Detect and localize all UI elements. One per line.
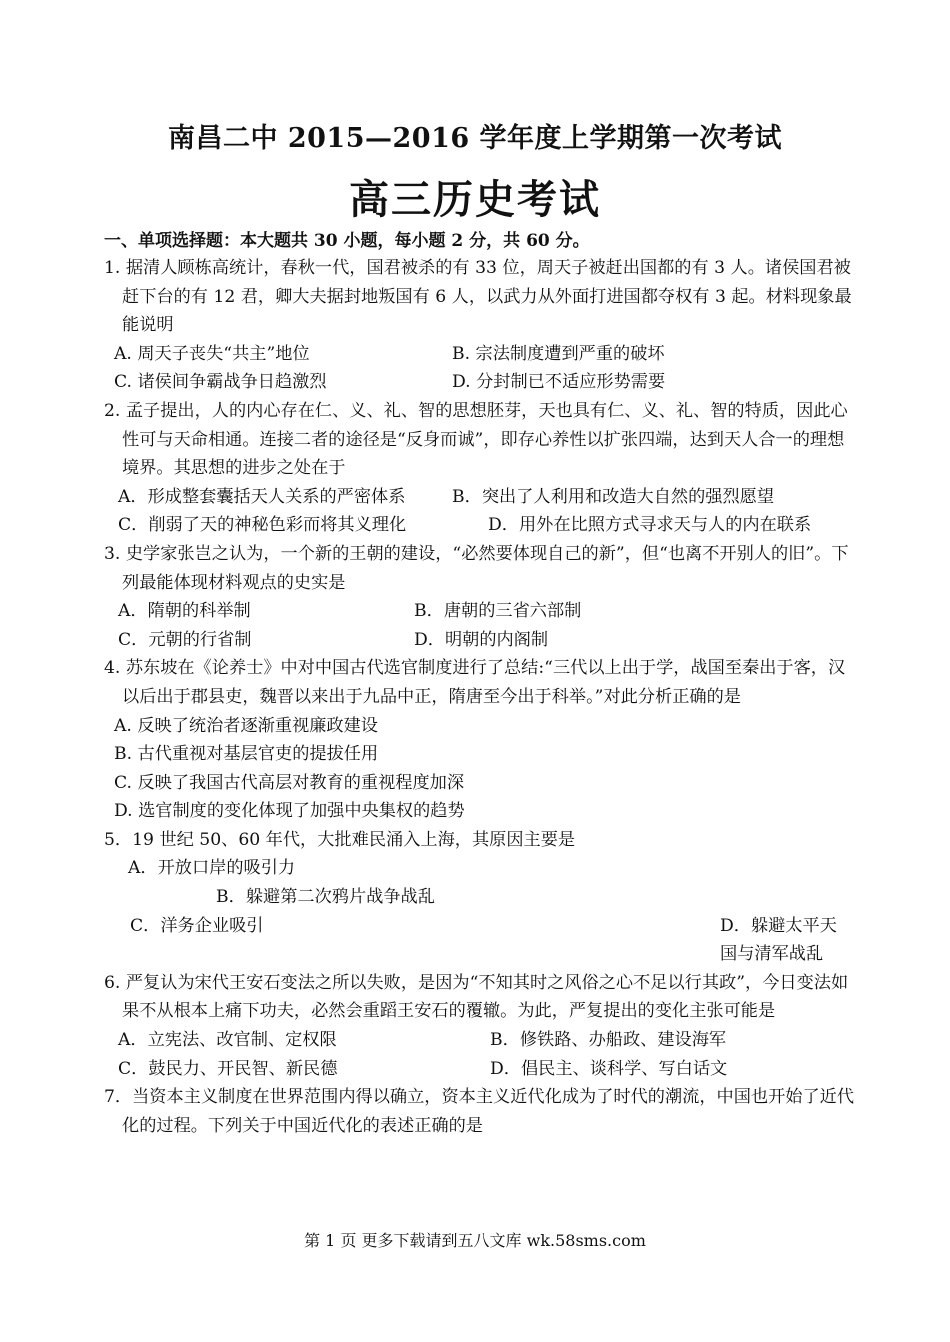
option-b: B．突出了人利用和改造大自然的强烈愿望 <box>452 486 775 507</box>
option-d: D．倡民主、谈科学、写白话文 <box>490 1058 728 1079</box>
option-d: D．明朝的内阁制 <box>414 629 549 650</box>
option-b: B. 宗法制度遭到严重的破坏 <box>452 343 665 364</box>
option-a: A．立宪法、改官制、定权限 <box>118 1030 337 1051</box>
option-c: C．元朝的行省制 <box>118 629 252 650</box>
option-a: A. 周天子丧失“共主”地位 <box>114 343 310 364</box>
option-d: D．躲避太平天国与清军战乱 <box>720 915 837 965</box>
option-d: D．用外在比照方式寻求天与人的内在联系 <box>488 515 812 536</box>
option-c: C. 诸侯间争霸战争日趋激烈 <box>114 372 327 393</box>
question-7 <box>104 1083 854 1140</box>
exam-title: 南昌二中 2015—2016 学年度上学期第一次考试 <box>167 123 783 154</box>
question-stem: 5．19 世纪 50、60 年代，大批难民涌入上海，其原因主要是 <box>104 829 576 850</box>
question-stem: 1. 据清人顾栋高统计，春秋一代，国君被杀的有 33 位，周天子被赶出国都的有 3 人。诸侯国君被赶下台的有 12 君，卿大夫据封地叛国有 6 人，以武力从外面打进国都夺权有 3 起。材料现象最能说明 <box>104 258 852 336</box>
page-footer: 第 1 页 更多下载请到五八文库 wk.58sms.com <box>304 1231 646 1250</box>
option-b: B．修铁路、办船政、建设海军 <box>490 1030 727 1051</box>
option-a: A．隋朝的科举制 <box>118 601 251 622</box>
option-a: A．形成整套囊括天人关系的严密体系 <box>118 486 406 507</box>
option-c: C．洋务企业吸引 <box>130 915 264 936</box>
option-a: A. 反映了统治者逐渐重视廉政建设 <box>114 715 378 736</box>
option-c: C．削弱了天的神秘色彩而将其义理化 <box>118 515 407 536</box>
option-b: B．躲避第二次鸦片战争战乱 <box>216 887 435 908</box>
question-stem: 3. 史学家张岂之认为，一个新的王朝的建设，“必然要体现自己的新”，但“也离不开别人的旧”。下列最能体现材料观点的史实是 <box>104 543 849 593</box>
section-heading: 一、单项选择题：本大题共 30 小题，每小题 2 分，共 60 分。 <box>104 231 590 251</box>
question-1 <box>104 254 854 397</box>
option-a: A．开放口岸的吸引力 <box>128 858 296 879</box>
option-d: D. 选官制度的变化体现了加强中央集权的趋势 <box>114 801 465 822</box>
question-6 <box>104 969 854 1083</box>
question-5 <box>104 826 854 969</box>
option-b: B. 古代重视对基层官吏的提拔任用 <box>114 744 379 765</box>
question-4 <box>104 654 854 826</box>
exam-subtitle: 高三历史考试 <box>349 176 601 223</box>
option-c: C. 反映了我国古代高层对教育的重视程度加深 <box>114 772 465 793</box>
option-c: C．鼓民力、开民智、新民德 <box>118 1058 338 1079</box>
question-stem: 2. 孟子提出，人的内心存在仁、义、礼、智的思想胚芽，天也具有仁、义、礼、智的特质，因此心性可与天命相通。连接二者的途径是“反身而诚”，即存心养性以扩张四端，达到天人合一的理想境界。其思想的进步之处在于 <box>104 400 848 479</box>
option-d: D. 分封制已不适应形势需要 <box>452 372 666 393</box>
question-stem: 4. 苏东坡在《论养士》中对中国古代选官制度进行了总结:“三代以上出于学，战国至秦出于客，汉以后出于郡县吏，魏晋以来出于九品中正，隋唐至今出于科举。”对此分析正确的是 <box>104 658 846 707</box>
option-b: B．唐朝的三省六部制 <box>414 601 582 622</box>
question-stem: 6. 严复认为宋代王安石变法之所以失败，是因为“不知其时之风俗之心不足以行其政”，今日变法如果不从根本上痛下功夫，必然会重蹈王安石的覆辙。为此，严复提出的变化主张可能是 <box>104 972 849 1022</box>
question-3 <box>104 540 854 654</box>
question-stem: 7．当资本主义制度在世界范围内得以确立，资本主义近代化成为了时代的潮流，中国也开始了近代化的过程。下列关于中国近代化的表述正确的是 <box>104 1087 855 1136</box>
question-list <box>104 254 854 1140</box>
question-2 <box>104 397 854 540</box>
